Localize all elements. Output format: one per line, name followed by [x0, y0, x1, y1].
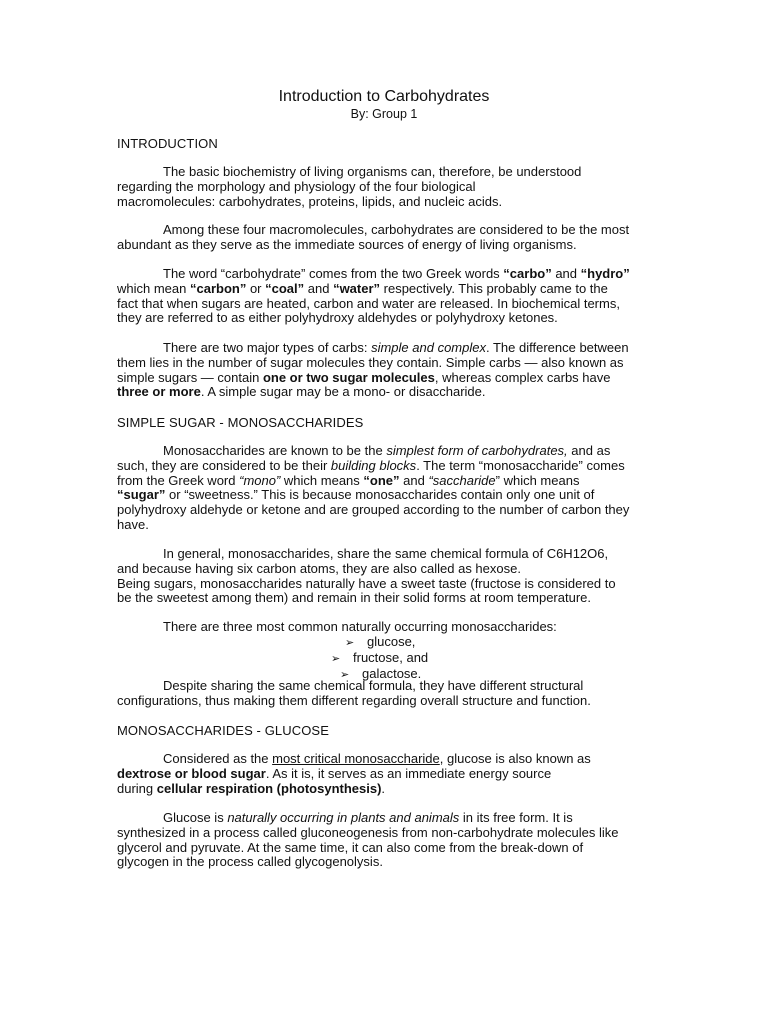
text-run: and — [304, 280, 334, 296]
bold-run: “coal” — [265, 280, 305, 296]
paragraph-mono-2 — [117, 547, 655, 606]
text-line: Among these four macromolecules, carbohydrates are considered to be the most — [163, 222, 630, 237]
text-run: during — [117, 780, 157, 796]
text-run: simple sugars — contain — [117, 369, 263, 385]
italic-run: naturally occurring in plants and animals — [227, 810, 460, 825]
list-item — [117, 635, 655, 651]
underlined-run: most critical monosaccharide — [272, 751, 440, 766]
list-item-text: galactose. — [362, 665, 422, 681]
text-line — [117, 474, 655, 489]
text-line: they are referred to as either polyhydroxy aldehydes or polyhydroxy ketones. — [117, 310, 558, 326]
bold-run: “water” — [333, 280, 381, 296]
text-line — [117, 282, 655, 297]
text-line: polyhydroxy aldehyde or ketone and are grouped according to the number of carbon they — [117, 502, 630, 518]
heading-simple-sugar: SIMPLE SUGAR - MONOSACCHARIDES — [117, 415, 364, 430]
text-run: and as — [567, 443, 611, 458]
italic-run: simple and complex — [371, 340, 486, 355]
text-line: There are three most common naturally occurring monosaccharides: — [163, 619, 557, 634]
text-run: or — [246, 280, 266, 296]
arrowhead-bullet-icon: ➢ — [331, 652, 341, 665]
text-run: The word “carbohydrate” comes from the two Greek words — [163, 266, 504, 281]
bold-run: “carbo” — [503, 266, 552, 281]
text-run: and — [399, 472, 429, 488]
text-run: Glucose is — [163, 810, 228, 825]
text-line — [117, 267, 655, 282]
text-run: Monosaccharides are known to be the — [163, 443, 387, 458]
text-run: There are two major types of carbs: — [163, 340, 372, 355]
paragraph-mono-4 — [117, 679, 655, 709]
text-run: which mean — [117, 280, 190, 296]
text-line — [117, 444, 655, 459]
text-run: or “sweetness.” This is because monosaccharides contain only one unit of — [165, 487, 595, 503]
text-run: from the Greek word — [117, 472, 240, 488]
text-line: have. — [117, 516, 149, 532]
arrowhead-bullet-icon: ➢ — [340, 668, 350, 681]
text-line: The basic biochemistry of living organisms can, therefore, be understood — [163, 164, 582, 179]
text-run: , whereas complex carbs have — [434, 369, 611, 385]
list-item-text: glucose, — [367, 634, 416, 649]
text-line: be the sweetest among them) and remain in their solid forms at room temperature. — [117, 590, 591, 606]
text-run: ” which means — [495, 472, 580, 488]
document-title: Introduction to Carbohydrates — [278, 88, 490, 105]
paragraph-intro-4 — [117, 341, 655, 400]
bold-run: “carbon” — [189, 280, 247, 296]
bold-run: three or more — [117, 384, 201, 400]
text-line — [117, 371, 655, 386]
text-line — [117, 488, 655, 503]
paragraph-intro-2 — [117, 223, 655, 253]
italic-run: building blocks — [330, 457, 417, 473]
text-run: . As it is, it serves as an immediate energy source — [265, 765, 552, 781]
list-item-text: fructose, and — [353, 649, 429, 665]
arrowhead-bullet-icon: ➢ — [345, 637, 355, 649]
text-run: which means — [280, 472, 364, 488]
paragraph-glucose-1 — [117, 752, 655, 796]
text-line — [117, 459, 655, 474]
bold-run: “sugar” — [117, 487, 166, 503]
paragraph-mono-1 — [117, 444, 655, 533]
text-run: in its free form. It is — [459, 810, 573, 825]
text-run: Considered as the — [163, 751, 273, 766]
bold-run: “hydro” — [580, 266, 630, 281]
text-run: , glucose is also known as — [439, 751, 591, 766]
text-line — [117, 752, 655, 767]
text-line — [117, 782, 655, 797]
text-line: fact that when sugars are heated, carbon and water are released. In biochemical terms, — [117, 295, 620, 311]
paragraph-mono-3 — [117, 620, 655, 635]
paragraph-intro-3 — [117, 267, 655, 326]
italic-run: simplest form of carbohydrates, — [386, 443, 568, 458]
italic-run: “mono” — [239, 472, 281, 488]
text-run: . — [381, 780, 386, 796]
heading-introduction: INTRODUCTION — [117, 136, 218, 151]
text-run: . A simple sugar may be a mono- or disaccharide. — [200, 384, 486, 400]
text-line: In general, monosaccharides, share the same chemical formula of C6H12O6, — [163, 546, 609, 561]
text-run: . The difference between — [485, 340, 629, 355]
text-line: synthesized in a process called gluconeogenesis from non-carbohydrate molecules like — [117, 824, 619, 840]
italic-run: “saccharide — [428, 472, 496, 488]
document-byline: By: Group 1 — [350, 107, 418, 121]
text-line: abundant as they serve as the immediate sources of energy of living organisms. — [117, 236, 577, 252]
paragraph-intro-1 — [117, 165, 655, 209]
text-line: Despite sharing the same chemical formula, they have different structural — [163, 678, 584, 693]
list-item — [117, 651, 655, 667]
text-run: such, they are considered to be their — [117, 457, 331, 473]
bold-run: dextrose or blood sugar — [117, 765, 266, 781]
text-line — [117, 341, 655, 356]
text-line — [117, 385, 655, 400]
text-line — [117, 811, 655, 826]
bold-run: “one” — [363, 472, 400, 488]
text-line: regarding the morphology and physiology of the four biological — [117, 178, 476, 194]
text-run: . The term “monosaccharide” comes — [416, 457, 625, 473]
monosaccharide-list — [117, 635, 655, 682]
text-line: configurations, thus making them different regarding overall structure and function. — [117, 692, 591, 708]
text-line: glycerol and pyruvate. At the same time, it can also come from the break-down of — [117, 839, 584, 855]
bold-run: cellular respiration (photosynthesis) — [156, 780, 382, 796]
text-line: and because having six carbon atoms, they are also called as hexose. — [117, 560, 521, 576]
text-line: Being sugars, monosaccharides naturally have a sweet taste (fructose is considered to — [117, 575, 616, 591]
text-run: respectively. This probably came to the — [380, 280, 608, 296]
text-run: and — [551, 266, 581, 281]
text-line — [117, 767, 655, 782]
text-line: glycogen in the process called glycogenolysis. — [117, 854, 383, 870]
heading-glucose: MONOSACCHARIDES - GLUCOSE — [117, 723, 329, 738]
text-line: them lies in the number of sugar molecules they contain. Simple carbs — also known as — [117, 354, 624, 370]
text-line: macromolecules: carbohydrates, proteins, lipids, and nucleic acids. — [117, 193, 503, 209]
bold-run: one or two sugar molecules — [262, 369, 435, 385]
paragraph-glucose-2 — [117, 811, 655, 870]
